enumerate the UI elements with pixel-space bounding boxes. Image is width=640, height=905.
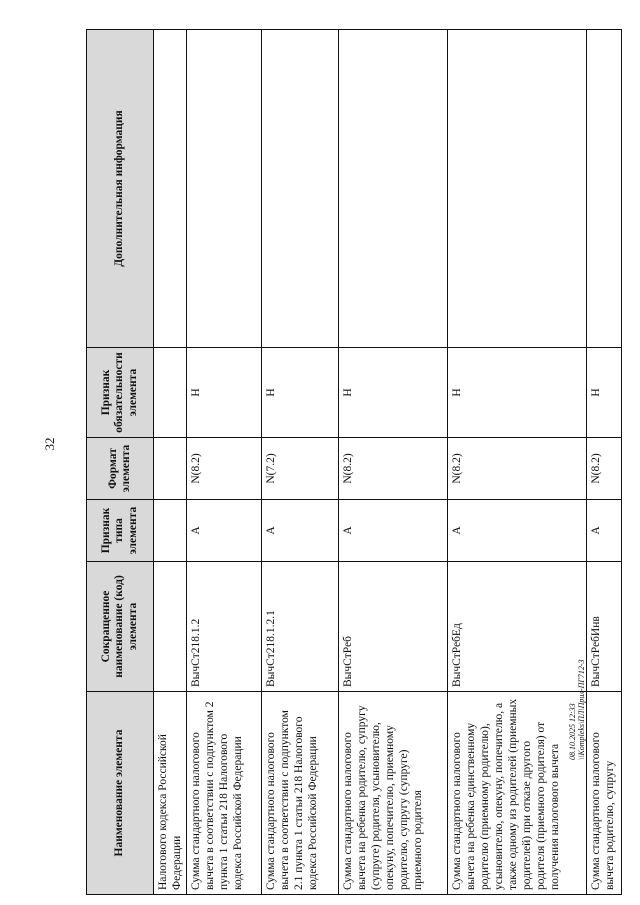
cell-element-type: А — [448, 500, 587, 562]
cell-element-format: N(8.2) — [187, 438, 262, 500]
footer-timestamp: 08.10.2025 12:33 — [568, 703, 577, 760]
cell-element-format: N(8.2) — [587, 438, 622, 500]
cell-element-name: Сумма стандартного налогового вычета родителю, супругу — [587, 692, 622, 895]
cell-element-required — [154, 348, 187, 438]
cell-element-required: Н — [587, 348, 622, 438]
cell-element-required: Н — [262, 348, 339, 438]
cell-element-type: А — [587, 500, 622, 562]
cell-element-code: ВычСтРебЕд — [448, 562, 587, 692]
header-additional-info: Дополнительная информация — [87, 30, 154, 348]
cell-element-name: Налогового кодекса Российской Федерации — [154, 692, 187, 895]
cell-element-required: Н — [339, 348, 448, 438]
header-element-type: Признак типа элемента — [87, 500, 154, 562]
cell-element-code: ВычСтРебИнв — [587, 562, 622, 692]
table-row — [262, 30, 339, 895]
header-element-name: Наименование элемента — [87, 692, 154, 895]
cell-element-code — [154, 562, 187, 692]
cell-additional-info — [187, 30, 262, 348]
table-row — [154, 30, 187, 895]
header-element-required: Признак обязательности элемента — [87, 348, 154, 438]
header-element-format: Формат элемента — [87, 438, 154, 500]
table-header-row — [87, 30, 154, 895]
cell-element-format — [154, 438, 187, 500]
cell-additional-info — [339, 30, 448, 348]
cell-additional-info — [587, 30, 622, 348]
cell-element-type — [154, 500, 187, 562]
table-row — [187, 30, 262, 895]
cell-element-name: Сумма стандартного налогового вычета на ребенка родителю, супругу (супруге) родителя, усыновителю, опекуну, попечителю, приемному родителю, супругу (супруге) приемного родителя — [339, 692, 448, 895]
cell-element-name: Сумма стандартного налогового вычета в соответствии с подпунктом 2.1 пункта 1 статьи 218 Налогового кодекса Российской Федерации — [262, 692, 339, 895]
table-row — [587, 30, 622, 895]
cell-element-name: Сумма стандартного налогового вычета в соответствии с подпунктом 2 пункта 1 статьи 218 Налогового кодекса Российской Федерации — [187, 692, 262, 895]
cell-additional-info — [262, 30, 339, 348]
spec-table — [86, 29, 622, 895]
cell-element-type: А — [262, 500, 339, 562]
cell-element-name: Сумма стандартного налогового вычета на ребенка единственному родителю (приемному родителю), усыновителю, опекуну, попечителю, а также одному из родителей (приемных родителей) при отказе другого родителя (приемного родителя) от получения налогового вычета — [448, 692, 587, 895]
cell-element-type: А — [187, 500, 262, 562]
cell-element-format: N(8.2) — [448, 438, 587, 500]
cell-element-required: Н — [448, 348, 587, 438]
cell-element-code: ВычСт218.1.2.1 — [262, 562, 339, 692]
footer-file-path: \\Kompleks\ПЛ\Прил-ПГ712-3 — [577, 659, 587, 760]
header-element-code: Сокращенное наименование (код) элемента — [87, 562, 154, 692]
table-row — [448, 30, 587, 895]
table-row — [339, 30, 448, 895]
document-footer — [568, 640, 598, 760]
cell-additional-info — [154, 30, 187, 348]
cell-additional-info — [448, 30, 587, 348]
cell-element-format: N(8.2) — [339, 438, 448, 500]
cell-element-code: ВычСтРеб — [339, 562, 448, 692]
cell-element-required: Н — [187, 348, 262, 438]
cell-element-format: N(7.2) — [262, 438, 339, 500]
cell-element-code: ВычСт218.1.2 — [187, 562, 262, 692]
page-number: 32 — [42, 437, 57, 451]
cell-element-type: А — [339, 500, 448, 562]
